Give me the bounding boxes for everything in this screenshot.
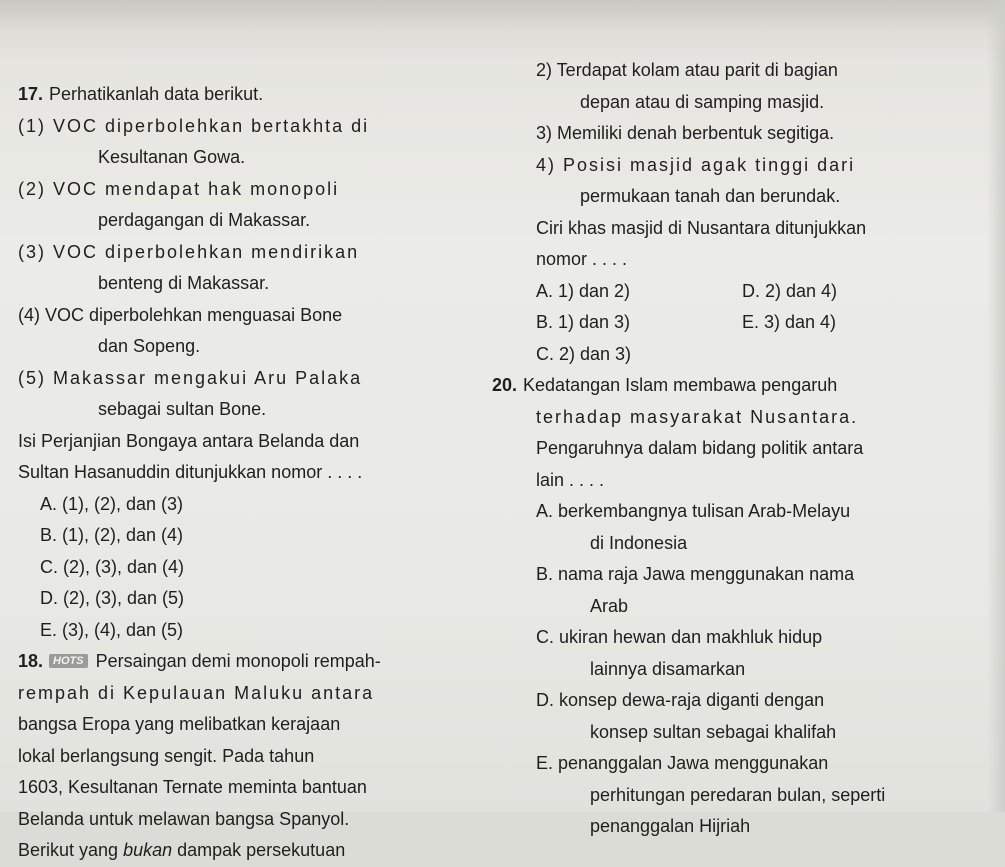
q17-option-c: C. (2), (3), dan (4) bbox=[40, 556, 185, 577]
q19-options-row-2 bbox=[492, 307, 992, 339]
q17-item-3-line1: (3) VOC diperbolehkan mendirikan bbox=[18, 241, 360, 262]
right-column bbox=[492, 55, 992, 843]
q19-option-c: C. 2) dan 3) bbox=[536, 343, 632, 364]
q20-option-a-line2: di Indonesia bbox=[590, 532, 688, 553]
q17-item-5-line1: (5) Makassar mengakui Aru Palaka bbox=[18, 367, 363, 388]
q18-last-post: dampak persekutuan bbox=[172, 840, 346, 860]
q19-option-b: B. 1) dan 3) bbox=[536, 312, 631, 332]
q20-option-b-line1: B. nama raja Jawa menggunakan nama bbox=[536, 564, 855, 584]
q18-number: 18. bbox=[18, 651, 44, 671]
q19-options-row-1 bbox=[492, 276, 992, 308]
q20-option-e-line3: penanggalan Hijriah bbox=[590, 816, 751, 836]
q17-question-line2: Sultan Hasanuddin ditunjukkan nomor . . . . bbox=[18, 462, 363, 482]
q20-stem-1: Kedatangan Islam membawa pengaruh bbox=[523, 375, 838, 395]
q20-option-e-line2: perhitungan peredaran bulan, seperti bbox=[590, 784, 886, 805]
q17-option-d: D. (2), (3), dan (5) bbox=[40, 588, 185, 608]
q20-option-e-line1: E. penanggalan Jawa menggunakan bbox=[536, 753, 829, 773]
q20-stem-2: terhadap masyarakat Nusantara. bbox=[536, 406, 859, 427]
q19-question-line1: Ciri khas masjid di Nusantara ditunjukkan bbox=[536, 217, 867, 238]
q17-item-4-line1: (4) VOC diperbolehkan menguasai Bone bbox=[18, 304, 343, 325]
q17-option-a: A. (1), (2), dan (3) bbox=[40, 493, 184, 514]
q17-intro: Perhatikanlah data berikut. bbox=[49, 84, 264, 104]
q19-question-line2: nomor . . . . bbox=[536, 249, 628, 269]
page-shadow bbox=[0, 0, 1005, 28]
q20-option-d-line1: D. konsep dewa-raja diganti dengan bbox=[536, 690, 825, 710]
q17-item-1-line1: (1) VOC diperbolehkan bertakhta di bbox=[18, 115, 370, 136]
q18-text-7 bbox=[18, 835, 463, 867]
q17-number: 17. bbox=[18, 84, 44, 104]
q19-item-4-line1: 4) Posisi masjid agak tinggi dari bbox=[536, 154, 856, 175]
hots-badge: HOTS bbox=[49, 654, 88, 668]
left-column bbox=[18, 79, 463, 867]
q17-item-1-line2: Kesultanan Gowa. bbox=[98, 147, 246, 167]
q17-option-b: B. (1), (2), dan (4) bbox=[40, 525, 184, 545]
q18-text-2: rempah di Kepulauan Maluku antara bbox=[18, 682, 375, 703]
q19-options-row-3 bbox=[492, 339, 992, 371]
q20-option-b-line2: Arab bbox=[590, 595, 629, 616]
q20-number: 20. bbox=[492, 375, 518, 395]
q17-item-4-line2: dan Sopeng. bbox=[98, 336, 201, 356]
q20-line1 bbox=[492, 370, 992, 402]
q18-last-emphasis: bukan bbox=[123, 840, 173, 860]
q19-option-e: E. 3) dan 4) bbox=[742, 312, 837, 332]
q18-text-6: Belanda untuk melawan bangsa Spanyol. bbox=[18, 808, 350, 829]
q18-text-1: Persaingan demi monopoli rempah- bbox=[95, 651, 381, 671]
q17-header bbox=[18, 79, 463, 111]
q20-option-c-line2: lainnya disamarkan bbox=[590, 658, 746, 679]
q20-stem-3: Pengaruhnya dalam bidang politik antara bbox=[536, 438, 864, 458]
q19-item-2-line2: depan atau di samping masjid. bbox=[580, 91, 825, 112]
q17-item-2-line2: perdagangan di Makassar. bbox=[98, 210, 311, 230]
q17-item-5-line2: sebagai sultan Bone. bbox=[98, 399, 267, 419]
q17-item-2-line1: (2) VOC mendapat hak monopoli bbox=[18, 178, 340, 199]
q20-option-a-line1: A. berkembangnya tulisan Arab-Melayu bbox=[536, 501, 851, 521]
q17-item-3-line2: benteng di Makassar. bbox=[98, 273, 270, 293]
q19-item-2-line1: 2) Terdapat kolam atau parit di bagian bbox=[536, 60, 838, 80]
q18-text-3: bangsa Eropa yang melibatkan kerajaan bbox=[18, 714, 341, 734]
q19-item-3: 3) Memiliki denah berbentuk segitiga. bbox=[536, 123, 835, 143]
q20-stem-4: lain . . . . bbox=[536, 469, 605, 490]
q18-line1 bbox=[18, 646, 463, 678]
q17-question-line1: Isi Perjanjian Bongaya antara Belanda dan bbox=[18, 430, 360, 451]
q19-item-4-line2: permukaan tanah dan berundak. bbox=[580, 186, 841, 206]
q20-option-c-line1: C. ukiran hewan dan makhluk hidup bbox=[536, 627, 823, 647]
q20-option-d-line2: konsep sultan sebagai khalifah bbox=[590, 721, 837, 742]
q19-option-a: A. 1) dan 2) bbox=[536, 280, 631, 301]
q19-option-d: D. 2) dan 4) bbox=[742, 280, 838, 301]
q18-last-pre: Berikut yang bbox=[18, 840, 124, 860]
q17-option-e: E. (3), (4), dan (5) bbox=[40, 619, 184, 640]
q18-text-4: lokal berlangsung sengit. Pada tahun bbox=[18, 745, 315, 766]
q18-text-5: 1603, Kesultanan Ternate meminta bantuan bbox=[18, 777, 367, 797]
